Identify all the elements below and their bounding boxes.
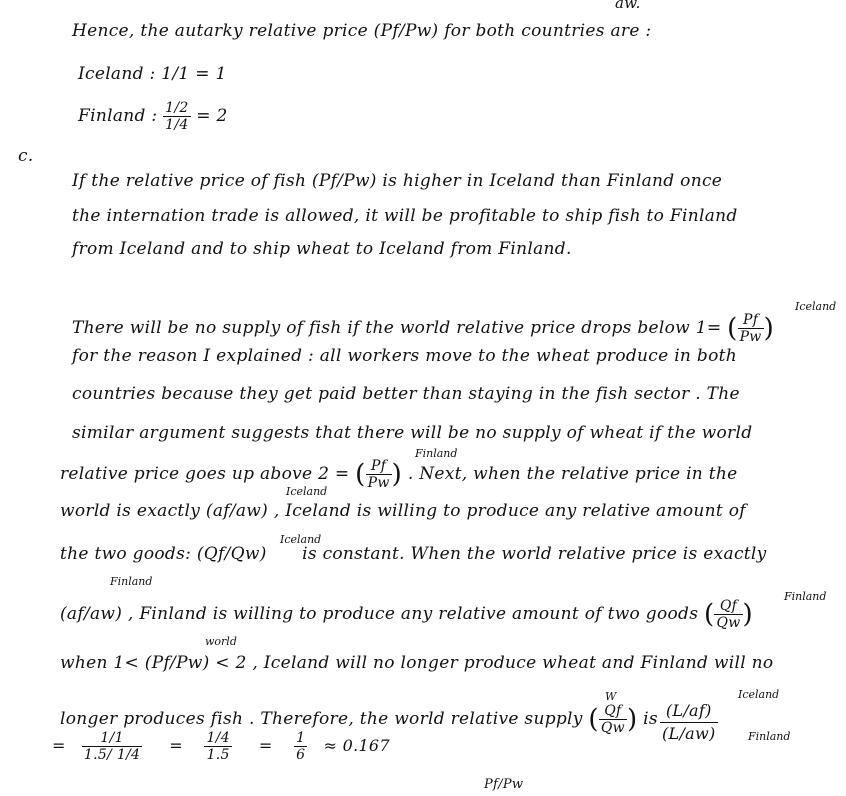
finland-result: = 2 <box>196 106 228 126</box>
p11-fraction-num: Qf <box>714 598 742 615</box>
finland-fraction-den: 1/4 <box>165 117 189 133</box>
eq-3: = <box>258 736 273 755</box>
final-computation-line <box>52 730 390 763</box>
paragraph-line-10-text: the two goods: (Qf/Qw) <box>60 544 267 564</box>
p4-fraction <box>738 312 764 345</box>
p8-fraction <box>366 458 392 491</box>
calc-frac-2-num: 1/4 <box>206 730 230 746</box>
paragraph-line-11: (af/aw) , Finland is willing to produce any relative amount of two goods ( $\frac{Qf}{Qw}$ ) <box>60 598 753 631</box>
paragraph-line-12: when 1< (Pf/Pw) < 2 , Iceland will no longer produce wheat and Finland will no <box>60 653 774 673</box>
paragraph-line-13: longer produces fish . Therefore, the world relative supply ( $\frac{Qf}{Qw}$ ) is <box>60 703 658 736</box>
paragraph-line-8: relative price goes up above 2 = ( $\frac{Pf}{Pw}$ ) . Next, when the relative price in the <box>60 458 738 491</box>
calc-frac-1-num: 1/1 <box>82 730 142 747</box>
part-c-label: c. <box>18 146 34 166</box>
p13-fraction <box>599 703 627 736</box>
eq-1: = <box>52 736 66 755</box>
paragraph-line-13-is: is <box>643 709 658 729</box>
p8-superscript: Finland <box>415 447 458 460</box>
finland-fraction-num: 1/2 <box>165 100 189 116</box>
hence-line: Hence, the autarky relative price (Pf/Pw) for both countries are : <box>72 21 652 41</box>
paragraph-line-3: from Iceland and to ship wheat to Iceland from Finland. <box>72 239 572 259</box>
paragraph-line-8-tail: . Next, when the relative price in the <box>407 464 738 484</box>
big-fraction-sup-iceland: Iceland <box>738 688 780 701</box>
paragraph-line-9 <box>60 500 746 522</box>
p4-fraction-den: Pw <box>739 329 762 345</box>
finland-label: Finland : <box>78 106 158 126</box>
approx-result: ≈ 0.167 <box>323 736 390 755</box>
paragraph-line-8-text: relative price goes up above 2 = <box>60 464 350 484</box>
big-fraction-body <box>660 700 718 745</box>
paragraph-line-4-text: There will be no supply of fish if the world relative price drops below 1= <box>72 318 722 338</box>
calc-frac-1 <box>82 730 142 763</box>
paragraph-line-9-tail: , Iceland is willing to produce any relative amount of <box>273 501 746 521</box>
p11-superscript-2: Finland <box>784 590 827 603</box>
calc-frac-3-den: 6 <box>296 747 306 763</box>
paragraph-line-6: countries because they get paid better than staying in the fish sector . The <box>72 384 740 404</box>
p8-fraction-num: Pf <box>366 458 392 475</box>
big-fraction-num: (L/af) <box>660 700 718 723</box>
p11-fraction-den: Qw <box>716 615 741 631</box>
p4-fraction-num: Pf <box>738 312 764 329</box>
p10-superscript: Iceland <box>280 533 322 546</box>
big-fraction-den: (L/aw) <box>662 724 716 743</box>
iceland-price-line: Iceland : 1/1 = 1 <box>78 64 227 84</box>
p13-fraction-num: Qf <box>599 703 627 720</box>
cutoff-text-bottom: Pf/Pw <box>484 777 524 792</box>
paragraph-line-7: similar argument suggests that there will be no supply of wheat if the world <box>72 423 753 443</box>
p11-superscript: Finland <box>110 575 153 588</box>
p8-fraction-den: Pw <box>367 475 390 491</box>
calc-frac-2-den: 1.5 <box>206 747 230 763</box>
big-fraction-sup-finland: Finland <box>748 730 791 743</box>
paragraph-line-10 <box>60 543 767 565</box>
paragraph-line-10-tail: is constant. When the world relative price is exactly <box>302 544 767 564</box>
paragraph-line-4: There will be no supply of fish if the world relative price drops below 1= ( $\frac{Pf}{Pw}$ ) <box>72 312 775 345</box>
calc-frac-2 <box>204 730 231 763</box>
paragraph-line-5: for the reason I explained : all workers move to the wheat produce in both <box>72 346 737 366</box>
calc-frac-3-num: 1 <box>296 730 306 746</box>
calc-frac-1-den: 1.5/ 1/4 <box>83 747 141 763</box>
p4-superscript: Iceland <box>795 300 837 313</box>
finland-fraction <box>163 100 190 133</box>
eq-2: = <box>169 736 183 755</box>
calc-frac-3 <box>294 730 307 763</box>
paragraph-line-9-text: world is exactly (af/aw) <box>60 501 269 521</box>
cutoff-text-top: aw. <box>615 0 641 12</box>
paragraph-line-2: the internation trade is allowed, it will be profitable to ship fish to Finland <box>72 206 738 226</box>
p12-superscript: world <box>205 635 237 648</box>
paragraph-line-11-text: (af/aw) , Finland is willing to produce any relative amount of two goods <box>60 604 699 624</box>
p9-superscript: Iceland <box>286 485 328 498</box>
big-fraction <box>660 700 718 745</box>
paragraph-line-1: If the relative price of fish (Pf/Pw) is higher in Iceland than Finland once <box>72 171 723 191</box>
p11-fraction <box>714 598 742 631</box>
finland-price-line <box>78 100 228 133</box>
paragraph-line-13-text: longer produces fish . Therefore, the world relative supply <box>60 709 583 729</box>
p13-superscript: W <box>605 690 617 703</box>
p13-fraction-den: Qw <box>600 720 625 736</box>
